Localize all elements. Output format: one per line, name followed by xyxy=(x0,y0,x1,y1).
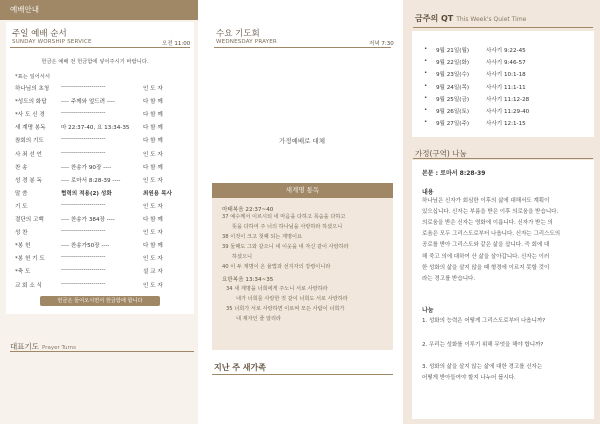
worship-order-row xyxy=(15,123,187,133)
qt-title-ko: 금주의 QT xyxy=(415,14,454,23)
worship-order-row xyxy=(15,163,187,173)
scripture-line: 내가 너희를 사랑한 것 같이 너희도 서로 사랑하라 xyxy=(236,296,348,302)
worship-order-leader: 인 도 자 xyxy=(143,256,163,263)
small-group-share-label: 나눔 xyxy=(422,307,434,314)
worship-order-leader: 설 교 자 xyxy=(143,269,163,276)
qt-date: 9월 24일(목) xyxy=(436,84,470,91)
qt-passage: 사사기 10:1-18 xyxy=(486,72,526,79)
scripture-line: 내 제자인 줄 알리라 xyxy=(236,316,282,322)
bullet-icon: • xyxy=(424,58,428,65)
worship-order-item: *사 도 신 경 xyxy=(15,112,45,119)
prayer-turns-panel xyxy=(6,353,194,419)
worship-order-detail: ---------------------- xyxy=(61,201,106,208)
worship-order-detail: ---- 찬송가 384장 ---- xyxy=(61,217,115,223)
scripture-line: 40 이 두 계명이 온 율법과 선지자의 강령이니라 xyxy=(222,264,331,270)
small-group-content-label: 내용 xyxy=(422,189,434,196)
worship-order-leader: 인 도 자 xyxy=(143,282,163,289)
new-family-panel xyxy=(212,376,393,419)
worship-order-row xyxy=(15,97,187,107)
worship-order-detail: ---------------------- xyxy=(61,254,106,261)
qt-date: 9월 25일(금) xyxy=(436,96,470,103)
small-group-content-line: 하나님은 신자가 회심한 이후의 삶에 대해서도 계획이 xyxy=(422,198,550,204)
worship-order-detail: ---------------------- xyxy=(61,84,106,90)
worship-order-leader: 다 함 께 xyxy=(143,125,163,132)
worship-order-detail: ---- 찬송가 90장 ---- xyxy=(61,164,112,171)
worship-order-row xyxy=(15,176,187,186)
small-group-question: 어떻게 받아들여야 할지 나누어 봅시다. xyxy=(422,375,516,381)
worship-order-item: 성 경 봉 독 xyxy=(15,177,42,184)
worship-order-detail: 협력의 적용(2) 성화 xyxy=(61,190,112,197)
worship-order-row xyxy=(15,281,187,291)
worship-order-leader: 최원용 목사 xyxy=(143,190,172,197)
worship-order-row xyxy=(15,110,187,120)
worship-order-leader: 다 함 께 xyxy=(143,112,163,119)
worship-order-row xyxy=(15,150,187,160)
qt-title-en: This Week's Quiet Time xyxy=(456,16,527,23)
standing-note: *표는 일어서서 xyxy=(15,74,51,80)
worship-order-leader: 인 도 자 xyxy=(143,230,163,237)
scripture-line: 37 예수께서 이르시되 네 마음을 다하고 목숨을 다하고 xyxy=(222,214,346,220)
worship-order-item: 사 죄 선 언 xyxy=(15,151,42,158)
wednesday-prayer-subtitle: WEDNESDAY PRAYER xyxy=(216,39,277,45)
worship-order-leader: 인 도 자 xyxy=(143,151,163,158)
qt-date: 9월 27일(주) xyxy=(436,121,470,128)
small-group-content-line: 한 성화의 삶을 살지 않을 때 형경에 이르지 못할 것이 xyxy=(422,264,550,271)
worship-order-leader: 다 함 께 xyxy=(143,138,163,145)
worship-order-item: 찬 송 xyxy=(15,164,28,171)
qt-rule xyxy=(413,27,593,28)
sunday-worship-title: 주일 예배 순서 xyxy=(12,29,67,39)
small-group-question: 3. 성화의 삶을 살지 않는 삶에 대한 경고를 신자는 xyxy=(422,364,543,370)
worship-order-item: *축 도 xyxy=(15,269,31,276)
worship-order-row xyxy=(15,189,187,199)
offering-instruction: 헌금은 예배 전 헌금함에 넣어주시기 바랍니다. xyxy=(41,59,149,65)
worship-order-row xyxy=(15,254,187,264)
worship-order-row xyxy=(15,267,187,277)
worship-guide-tab-label: 예배안내 xyxy=(10,5,39,14)
worship-order-row xyxy=(15,136,187,146)
worship-order-leader: 인 도 자 xyxy=(143,177,163,184)
worship-order-item: *성도의 화답 xyxy=(15,99,47,106)
worship-order-detail: ---------------------- xyxy=(61,149,106,156)
qt-date: 9월 21일(월) xyxy=(436,48,470,54)
worship-order-detail: ---------------------- xyxy=(61,280,106,287)
prayer-turns-rule xyxy=(10,351,194,352)
small-group-content-line: 공로를 받아 그리스도와 같은 삶을 삽니다. 즉 회에 대 xyxy=(422,242,550,249)
worship-order-leader: 다 함 께 xyxy=(143,99,163,106)
bullet-icon: • xyxy=(424,82,428,89)
small-group-question: 2. 우리는 성화를 이루기 위해 무엇을 해야 합니까? xyxy=(422,342,544,348)
worship-order-item: 말 씀 xyxy=(15,190,28,197)
bullet-icon: • xyxy=(424,119,428,126)
qt-date: 9월 26일(토) xyxy=(436,109,470,115)
scripture-line: 하셨으니 xyxy=(232,254,253,260)
bullet-icon: • xyxy=(424,46,428,52)
worship-order-detail: ---------------------- xyxy=(61,228,106,235)
worship-order-detail: 마 22:37-40, 요 13:34-35 xyxy=(61,125,130,132)
wednesday-prayer-title: 수요 기도회 xyxy=(216,29,260,39)
scripture-line: 34 새 계명을 너희에게 주노니 서로 사랑하라 xyxy=(226,286,328,292)
qt-passage: 사사기 12:1-15 xyxy=(486,121,526,128)
worship-order-leader: 인 도 자 xyxy=(143,203,163,210)
worship-order-row xyxy=(15,215,187,225)
prayer-turns-title-ko: 대표기도 xyxy=(10,342,39,351)
worship-order-detail: ---- 로마서 8:28-39 ---- xyxy=(61,177,121,184)
qt-passage: 사사기 9:22-45 xyxy=(486,48,526,54)
sunday-worship-subtitle: SUNDAY WORSHIP SERVICE xyxy=(12,39,92,45)
qt-passage: 사사기 9:46-57 xyxy=(486,60,526,67)
new-family-title: 지난 주 새가족 xyxy=(214,363,266,372)
scripture-ref-matthew: 마태복음 22:37~40 xyxy=(222,207,274,213)
worship-order-item: 성 찬 xyxy=(15,230,28,237)
small-group-content-line: 의로움을 받은 신자는 영화에 이릅니다. 신자가 받는 의 xyxy=(422,220,553,227)
small-group-content-line: 해 죽고 의에 대하여 산 삶을 살아갑니다. 신자는 이러 xyxy=(422,253,550,260)
qt-passage: 사사기 11:12-28 xyxy=(486,96,530,103)
qt-date: 9월 23일(수) xyxy=(436,72,470,79)
worship-order-row xyxy=(15,202,187,212)
sunday-worship-rule xyxy=(10,47,190,48)
sunday-worship-time: 오전 11:00 xyxy=(162,41,191,47)
worship-order-leader: 다 함 께 xyxy=(143,243,163,250)
worship-order-leader: 다 함 께 xyxy=(143,164,163,171)
qt-title xyxy=(415,13,526,24)
worship-order-detail: ---------------------- xyxy=(61,267,106,274)
scripture-line: 39 둘째도 그와 같으니 네 이웃을 네 자신 같이 사랑하라 xyxy=(222,244,349,250)
worship-order-detail: ---- 주께와 엎드려 ---- xyxy=(61,99,115,106)
scripture-line: 35 너희가 서로 사랑하면 이로써 모든 사람이 너희가 xyxy=(226,306,345,312)
offering-banner: 헌금은 들어오시면서 헌금함에 합니다 xyxy=(40,296,160,306)
small-group-content-line: 로움은 모두 그리스도로부터 나옵니다. 신자는 그리스도의 xyxy=(422,231,561,238)
prayer-turns-title-en: Prayer Turns xyxy=(41,345,77,351)
wednesday-prayer-rule xyxy=(214,47,391,48)
worship-order-leader: 인 도 자 xyxy=(143,86,163,92)
small-group-title: 가정(구역) 나눔 xyxy=(415,149,467,158)
scripture-line: 38 이것이 크고 첫째 되는 계명이요 xyxy=(222,234,302,240)
bullet-icon: • xyxy=(424,70,428,77)
small-group-text-label: 본문 : 로마서 8:28-39 xyxy=(422,170,486,177)
worship-order-detail: ---------------------- xyxy=(61,136,106,143)
worship-order-detail: ---------------------- xyxy=(61,110,106,117)
worship-order-row xyxy=(15,228,187,238)
qt-passage: 사사기 11:1-11 xyxy=(486,84,526,91)
bullet-icon: • xyxy=(424,94,428,101)
wednesday-prayer-time: 저녁 7:30 xyxy=(369,41,394,47)
qt-passage: 사사기 11:29-40 xyxy=(486,109,530,115)
worship-order-row xyxy=(15,241,187,251)
qt-date: 9월 22일(화) xyxy=(436,60,470,67)
wednesday-prayer-notice: 가정예배로 대체 xyxy=(278,137,326,145)
worship-order-leader: 다 함 께 xyxy=(143,217,163,223)
worship-order-item: 교 회 소 식 xyxy=(15,282,42,289)
scripture-ref-john: 요한복음 13:34~35 xyxy=(222,277,274,283)
worship-order-row xyxy=(15,84,187,94)
worship-order-item: *봉 헌 기 도 xyxy=(15,256,45,263)
worship-order-item: 결단의 고백 xyxy=(15,217,44,223)
worship-order-detail: ---- 찬송가50장 ---- xyxy=(61,243,110,250)
small-group-rule xyxy=(413,158,593,159)
scripture-reading-header: 새계명 통독 xyxy=(212,183,393,198)
new-family-rule xyxy=(212,374,393,375)
worship-order-item: 새 계명 봉독 xyxy=(15,125,46,132)
bullet-icon: • xyxy=(424,107,428,113)
worship-guide-tab xyxy=(0,0,198,20)
worship-order-item: 하나님의 초청 xyxy=(15,86,50,92)
worship-order-item: *봉 헌 xyxy=(15,243,31,250)
worship-order-item: 기 도 xyxy=(15,203,28,210)
small-group-question: 1. 성화의 능력은 어떻게 그리스도로부터 나옵니까? xyxy=(422,318,546,324)
worship-order-item: 참회의 기도 xyxy=(15,138,44,145)
scripture-line: 뜻을 다하여 주 너의 하나님을 사랑하라 하셨으니 xyxy=(232,224,343,230)
small-group-content-line: 라는 경고를 받습니다. xyxy=(422,275,476,282)
small-group-content-line: 있으십니다. 신자는 부름을 받은 이후 의로움을 받습니다. xyxy=(422,209,559,216)
